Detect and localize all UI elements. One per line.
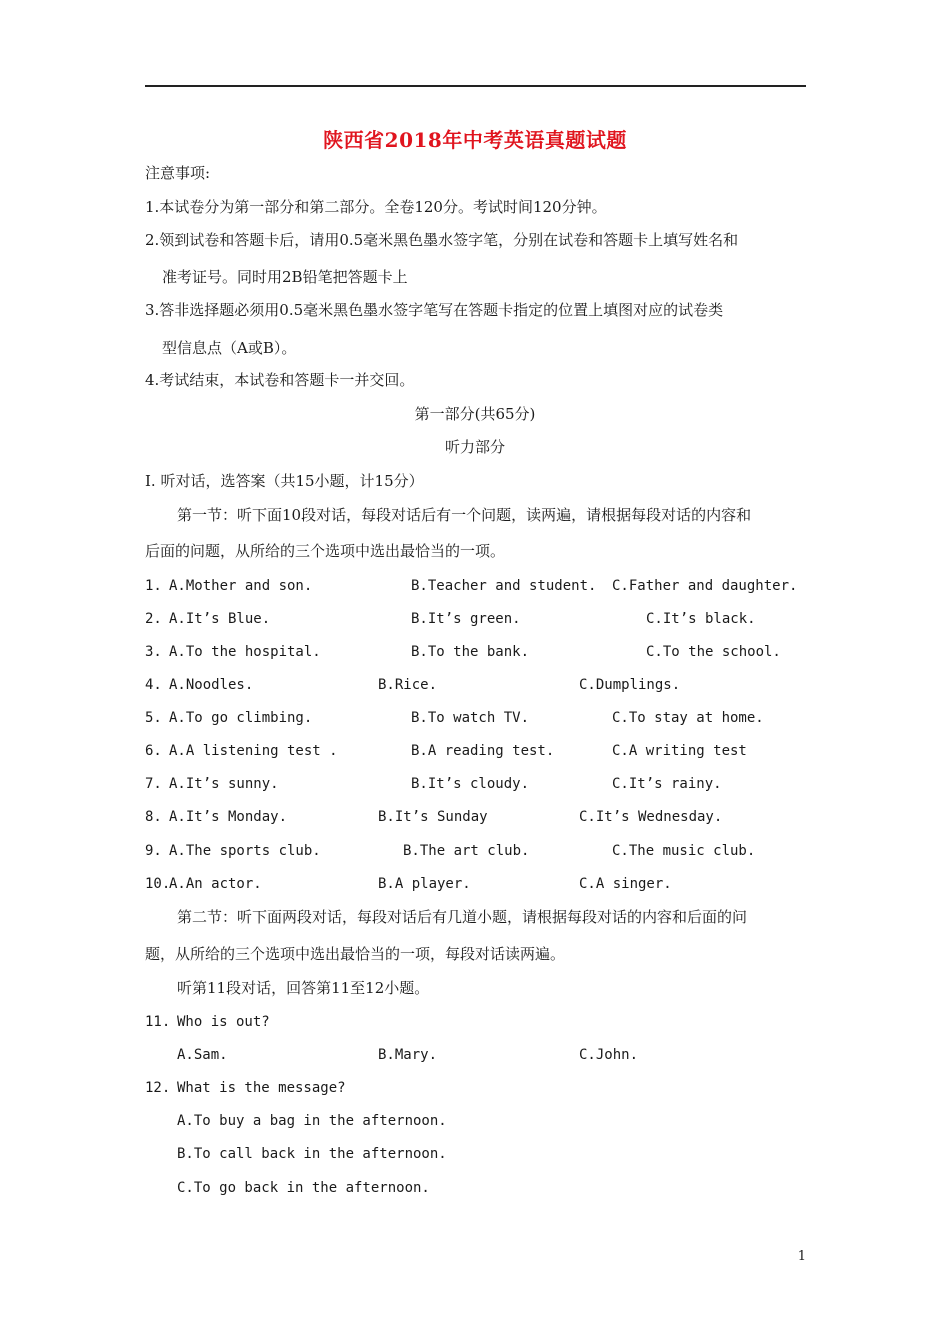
option-c: C.John.	[579, 1047, 639, 1063]
option-c: C.A writing test	[612, 743, 747, 759]
option-c: C.To go back in the afternoon.	[177, 1180, 430, 1196]
option-c: C.To the school.	[646, 644, 781, 660]
option-a: A.It’s Monday.	[169, 809, 288, 825]
notice-item-2-cont: 准考证号。同时用2B铅笔把答题卡上	[162, 268, 408, 286]
section1-instruction-cont: 后面的问题，从所给的三个选项中选出最恰当的一项。	[145, 542, 506, 560]
question-number: 10.	[145, 876, 171, 892]
part1-heading: 第一部分(共65分)	[414, 405, 536, 423]
question-number: 7.	[145, 776, 162, 792]
notice-item-4: 4.考试结束，本试卷和答题卡一并交回。	[145, 371, 415, 389]
question-number: 6.	[145, 743, 162, 759]
option-b: B.It’s Sunday	[378, 809, 488, 825]
option-a: A.To the hospital.	[169, 644, 321, 660]
question-number: 2.	[145, 611, 162, 627]
option-c: C.A singer.	[579, 876, 672, 892]
section2-instruction: 第二节：听下面两段对话，每段对话后有几道小题，请根据每段对话的内容和后面的问	[177, 908, 748, 926]
option-c: C.Dumplings.	[579, 677, 681, 693]
option-a: A.It’s sunny.	[169, 776, 279, 792]
option-c: C.The music club.	[612, 843, 756, 859]
question-number: 4.	[145, 677, 162, 693]
question-number: 8.	[145, 809, 162, 825]
option-a: A.Mother and son.	[169, 578, 313, 594]
option-c: C.It’s Wednesday.	[579, 809, 723, 825]
notice-heading: 注意事项:	[145, 164, 211, 182]
dialog-11-intro: 听第11段对话，回答第11至12小题。	[177, 979, 430, 997]
notice-item-3: 3.答非选择题必须用0.5毫米黑色墨水签字笔写在答题卡指定的位置上填图对应的试卷类	[145, 301, 724, 319]
option-b: B.Teacher and student.	[411, 578, 597, 594]
option-b: B.Mary.	[378, 1047, 438, 1063]
option-a: A.An actor.	[169, 876, 262, 892]
option-c: C.To stay at home.	[612, 710, 764, 726]
question-number: 3.	[145, 644, 162, 660]
listening-heading: 听力部分	[444, 438, 505, 456]
option-a: A.To buy a bag in the afternoon.	[177, 1113, 447, 1129]
option-a: A.To go climbing.	[169, 710, 313, 726]
option-a: A.Sam.	[177, 1047, 228, 1063]
question-number: 11.	[145, 1014, 171, 1030]
option-a: A.It’s Blue.	[169, 611, 271, 627]
notice-item-1: 1.本试卷分为第一部分和第二部分。全卷120分。考试时间120分钟。	[145, 198, 607, 216]
option-a: A.Noodles.	[169, 677, 254, 693]
option-c: C.It’s rainy.	[612, 776, 722, 792]
question-number: 12.	[145, 1080, 171, 1096]
option-b: B.To watch TV.	[411, 710, 530, 726]
document-title: 陕西省2018年中考英语真题试题	[323, 128, 627, 152]
section-title: Ⅰ. 听对话，选答案（共15小题，计15分）	[145, 472, 424, 490]
notice-item-2: 2.领到试卷和答题卡后，请用0.5毫米黑色墨水签字笔，分别在试卷和答题卡上填写姓名和	[145, 231, 739, 249]
page-number: 1	[797, 1249, 806, 1264]
option-b: B.It’s green.	[411, 611, 521, 627]
option-b: B.A player.	[378, 876, 471, 892]
option-a: A.The sports club.	[169, 843, 321, 859]
section2-instruction-cont: 题，从所给的三个选项中选出最恰当的一项，每段对话读两遍。	[145, 945, 566, 963]
option-b: B.Rice.	[378, 677, 438, 693]
question-number: 5.	[145, 710, 162, 726]
question-number: 9.	[145, 843, 162, 859]
option-b: B.A reading test.	[411, 743, 555, 759]
question-text: Who is out?	[177, 1014, 270, 1030]
option-c: C.Father and daughter.	[612, 578, 798, 594]
option-c: C.It’s black.	[646, 611, 756, 627]
question-text: What is the message?	[177, 1080, 346, 1096]
option-b: B.It’s cloudy.	[411, 776, 530, 792]
question-number: 1.	[145, 578, 162, 594]
option-b: B.The art club.	[403, 843, 530, 859]
section1-instruction: 第一节：听下面10段对话，每段对话后有一个问题，读两遍，请根据每段对话的内容和	[177, 506, 752, 524]
notice-item-3-cont: 型信息点（A或B）。	[162, 339, 297, 357]
option-b: B.To call back in the afternoon.	[177, 1146, 447, 1162]
option-b: B.To the bank.	[411, 644, 530, 660]
option-a: A.A listening test .	[169, 743, 338, 759]
header-rule	[145, 85, 806, 87]
